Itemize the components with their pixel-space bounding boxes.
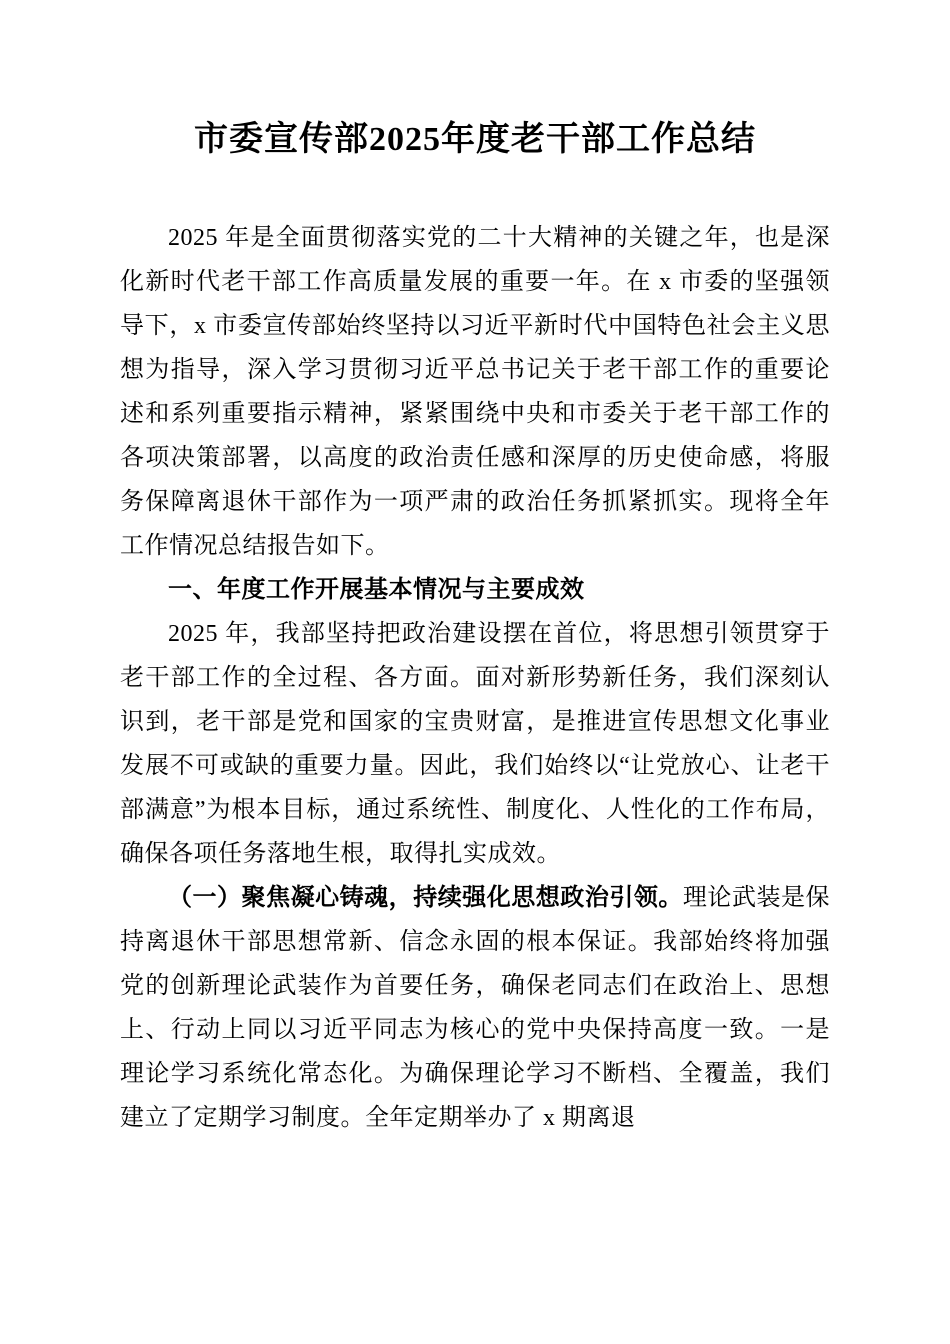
subsection-1-body: 理论武装是保持离退休干部思想常新、信念永固的根本保证。我部始终将加强党的创新理论武装作为首要任务，确保老同志们在政治上、思想上、行动上同以习近平同志为核心的党中央保持高度一致。一是理论学习系统化常态化。为确保理论学习不断档、全覆盖，我们建立了定期学习制度。全年定期举办了 x 期离退 xyxy=(120,885,831,1132)
document-body xyxy=(120,216,830,1140)
paragraph-intro: 2025 年是全面贯彻落实党的二十大精神的关键之年，也是深化新时代老干部工作高质量发展的重要一年。在 x 市委的坚强领导下，x 市委宣传部始终坚持以习近平新时代中国特色社会主义思想为指导，深入学习贯彻习近平总书记关于老干部工作的重要论述和系列重要指示精神，紧紧围绕中央和市委关于老干部工作的各项决策部署，以高度的政治责任感和深厚的历史使命感，将服务保障离退休干部作为一项严肃的政治任务抓紧抓实。现将全年工作情况总结报告如下。 xyxy=(120,225,830,560)
paragraph-overview: 2025 年，我部坚持把政治建设摆在首位，将思想引领贯穿于老干部工作的全过程、各方面。面对新形势新任务，我们深刻认识到，老干部是党和国家的宝贵财富，是推进宣传思想文化事业发展不可或缺的重要力量。因此，我们始终以“让党放心、让老干部满意”为根本目标，通过系统性、制度化、人性化的工作布局，确保各项任务落地生根，取得扎实成效。 xyxy=(120,621,830,868)
section-heading-1: 一、年度工作开展基本情况与主要成效 xyxy=(168,576,585,604)
paragraph-subsection-1 xyxy=(120,876,830,1140)
subsection-1-lead: （一）聚焦凝心铸魂，持续强化思想政治引领。 xyxy=(168,885,683,912)
document-title: 市委宣传部2025年度老干部工作总结 xyxy=(194,121,756,158)
